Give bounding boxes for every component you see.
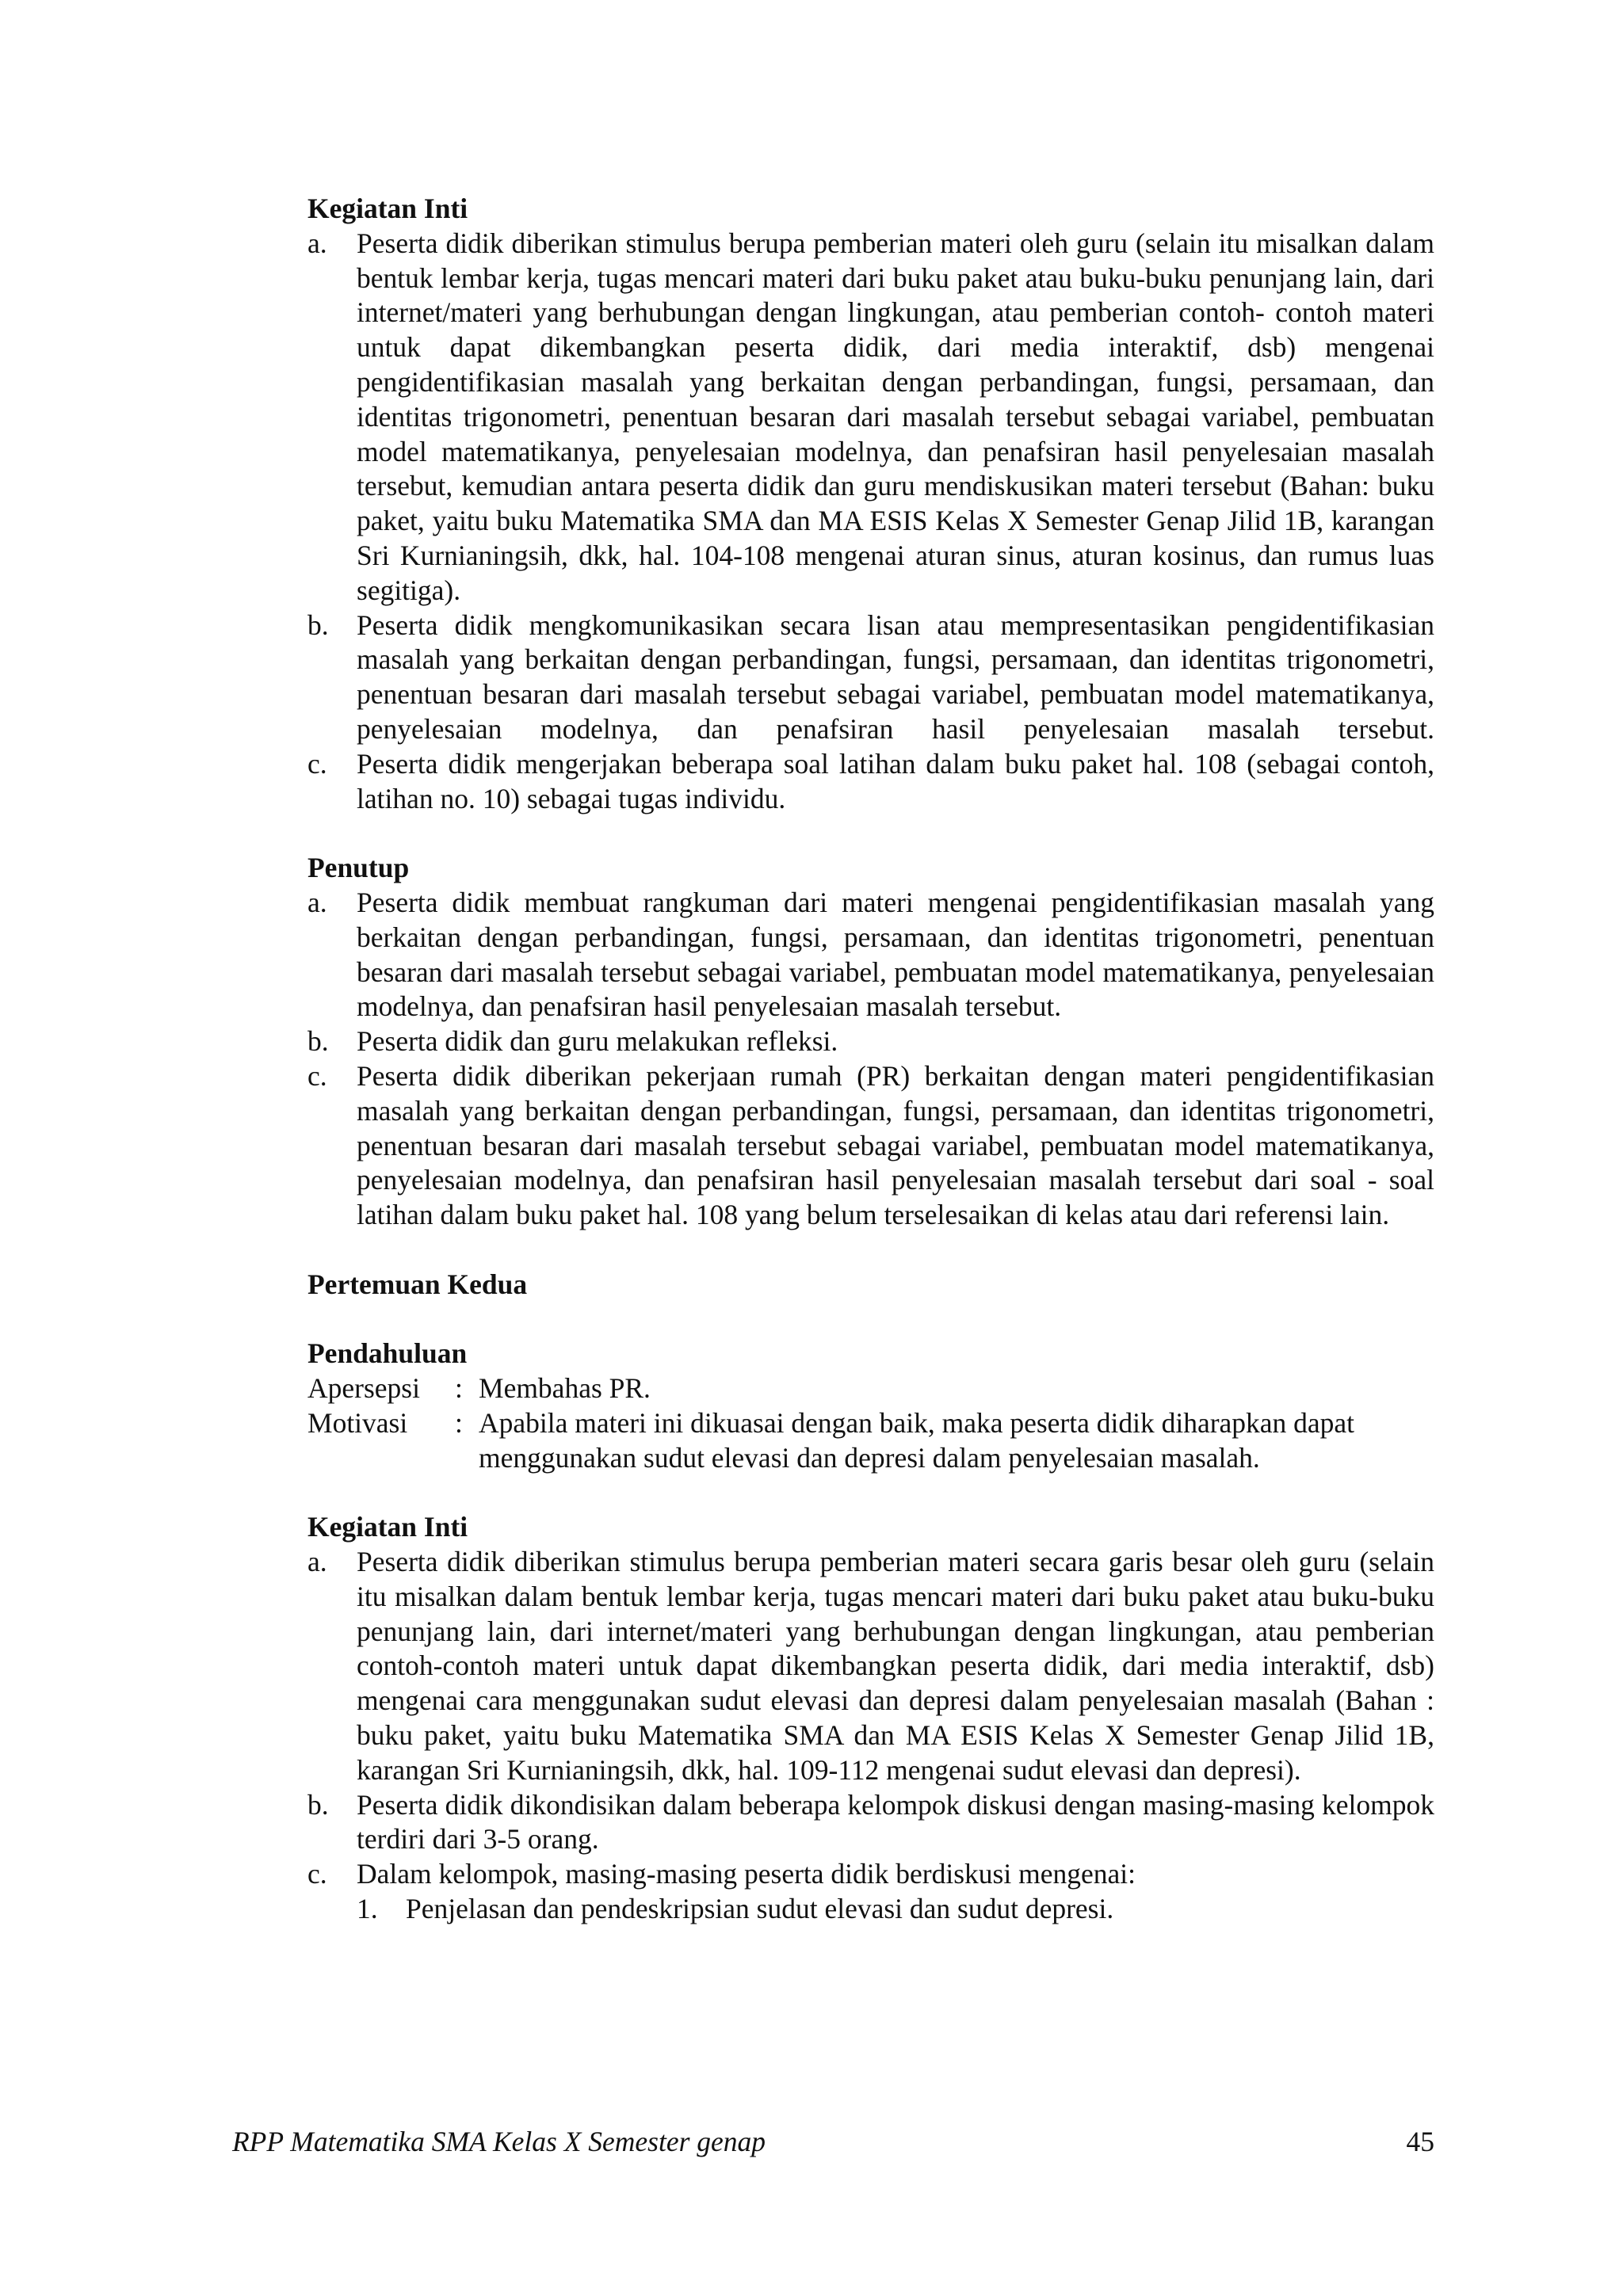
list-item-text: Peserta didik diberikan pekerjaan rumah (PR) berkaitan dengan materi pengidentifikasian masalah yang berkaitan dengan perbandingan, fungsi, persamaan, dan identitas trigonometri, penentuan besaran dari masalah tersebut sebagai variabel, pembuatan model matematikanya, penyelesaian modelnya, dan penafsiran hasil penyelesaian masalah tersebut dari soal - soal latihan dalam buku paket hal. 108 yang belum terselesaikan di kelas atau dari referensi lain. — [357, 1059, 1434, 1231]
meeting-heading: Pertemuan Kedua — [307, 1268, 528, 1300]
list-marker: b. — [307, 608, 329, 641]
motivasi-value: Apabila materi ini dikuasai dengan baik, maka peserta didik diharapkan dapat menggunakan sudut elevasi dan depresi dalam penyelesaian masalah. — [479, 1406, 1355, 1474]
spacer — [307, 1233, 1434, 1268]
penutup-list — [307, 886, 1434, 1233]
list-marker: c. — [307, 747, 327, 780]
list-item — [307, 1788, 1434, 1858]
list-item-text: Peserta didik dan guru melakukan refleksi. — [357, 1025, 838, 1058]
page-number: 45 — [1406, 2126, 1434, 2157]
page-content — [307, 192, 1434, 1927]
list-marker: b. — [307, 1788, 329, 1821]
motivasi-row — [307, 1406, 1434, 1476]
section-heading-penutup: Penutup — [307, 852, 410, 884]
apersepsi-value: Membahas PR. — [479, 1372, 651, 1405]
list-item — [307, 1059, 1434, 1233]
list-marker: b. — [307, 1025, 329, 1058]
spacer — [307, 1302, 1434, 1337]
list-marker: a. — [307, 227, 327, 259]
section-heading-kegiatan-inti-2: Kegiatan Inti — [307, 1511, 468, 1543]
apersepsi-colon: : — [455, 1372, 463, 1405]
kegiatan-inti-2-list — [307, 1545, 1434, 1927]
list-item-text: Peserta didik diberikan stimulus berupa pemberian materi secara garis besar oleh guru (selain itu misalkan dalam bentuk lembar kerja, tugas mencari materi dari buku paket atau buku-buku penunjang lain, dari internet/materi yang berhubungan dengan lingkungan, atau pemberian contoh-contoh materi untuk dapat dikembangkan peserta didik, dari media interaktif, dsb) mengenai cara menggunakan sudut elevasi dan depresi dalam penyelesaian masalah (Bahan : buku paket, yaitu buku Matematika SMA dan MA ESIS Kelas X Semester Genap Jilid 1B, karangan Sri Kurnianingsih, dkk, hal. 109-112 mengenai sudut elevasi dan depresi). — [357, 1546, 1434, 1786]
list-item — [307, 886, 1434, 1024]
list-item-text: Peserta didik mengkomunikasikan secara lisan atau mempresentasikan pengidentifikasian masalah yang berkaitan dengan perbandingan, fungsi, persamaan, dan identitas trigonometri, penentuan besaran dari masalah tersebut sebagai variabel, pembuatan model matematikanya, penyelesaian modelnya, dan penafsiran hasil penyelesaian masalah tersebut. — [357, 608, 1434, 745]
page-footer — [232, 2124, 1434, 2159]
list-item — [307, 747, 1434, 817]
sub-list-item-text: Penjelasan dan pendeskripsian sudut elevasi dan sudut depresi. — [406, 1893, 1114, 1925]
list-marker: c. — [307, 1059, 327, 1092]
spacer — [307, 816, 1434, 851]
footer-title: RPP Matematika SMA Kelas X Semester genap — [232, 2126, 766, 2157]
motivasi-colon: : — [455, 1406, 463, 1439]
list-item-text: Peserta didik dikondisikan dalam beberapa kelompok diskusi dengan masing-masing kelompok terdiri dari 3-5 orang. — [357, 1788, 1434, 1855]
list-item-text: Peserta didik membuat rangkuman dari materi mengenai pengidentifikasian masalah yang berkaitan dengan perbandingan, fungsi, persamaan, dan identitas trigonometri, penentuan besaran dari masalah tersebut sebagai variabel, pembuatan model matematikanya, penyelesaian modelnya, dan penafsiran hasil penyelesaian masalah tersebut. — [357, 886, 1434, 1023]
section-heading-pendahuluan: Pendahuluan — [307, 1337, 468, 1370]
apersepsi-label: Apersepsi — [307, 1372, 420, 1405]
kegiatan-inti-list — [307, 227, 1434, 817]
list-item — [307, 1857, 1434, 1927]
list-item-text: Peserta didik mengerjakan beberapa soal latihan dalam buku paket hal. 108 (sebagai contoh, latihan no. 10) sebagai tugas individu. — [357, 747, 1434, 814]
list-item-text: Dalam kelompok, masing-masing peserta didik berdiskusi mengenai: — [357, 1858, 1136, 1890]
apersepsi-row — [307, 1371, 1434, 1406]
list-marker: a. — [307, 886, 327, 918]
list-marker: a. — [307, 1546, 327, 1578]
list-marker: c. — [307, 1858, 327, 1890]
sub-list-marker: 1. — [357, 1893, 378, 1925]
list-item — [307, 227, 1434, 608]
motivasi-label: Motivasi — [307, 1406, 408, 1439]
list-item — [307, 608, 1434, 747]
spacer — [307, 1475, 1434, 1510]
list-item — [307, 1545, 1434, 1788]
sub-list — [357, 1892, 1434, 1927]
list-item-text: Peserta didik diberikan stimulus berupa pemberian materi oleh guru (selain itu misalkan dalam bentuk lembar kerja, tugas mencari materi dari buku paket atau buku-buku penunjang lain, dari internet/materi yang berhubungan dengan lingkungan, atau pemberian contoh- contoh materi untuk dapat dikembangkan peserta didik, dari media interaktif, dsb) mengenai pengidentifikasian masalah yang berkaitan dengan perbandingan, fungsi, persamaan, dan identitas trigonometri, penentuan besaran dari masalah tersebut sebagai variabel, pembuatan model matematikanya, penyelesaian modelnya, dan penafsiran hasil penyelesaian masalah tersebut, kemudian antara peserta didik dan guru mendiskusikan materi tersebut (Bahan: buku paket, yaitu buku Matematika SMA dan MA ESIS Kelas X Semester Genap Jilid 1B, karangan Sri Kurnianingsih, dkk, hal. 104-108 mengenai aturan sinus, aturan kosinus, dan rumus luas segitiga). — [357, 227, 1434, 606]
section-heading-kegiatan-inti: Kegiatan Inti — [307, 193, 468, 224]
list-item — [307, 1024, 1434, 1059]
sub-list-item — [357, 1892, 1434, 1927]
